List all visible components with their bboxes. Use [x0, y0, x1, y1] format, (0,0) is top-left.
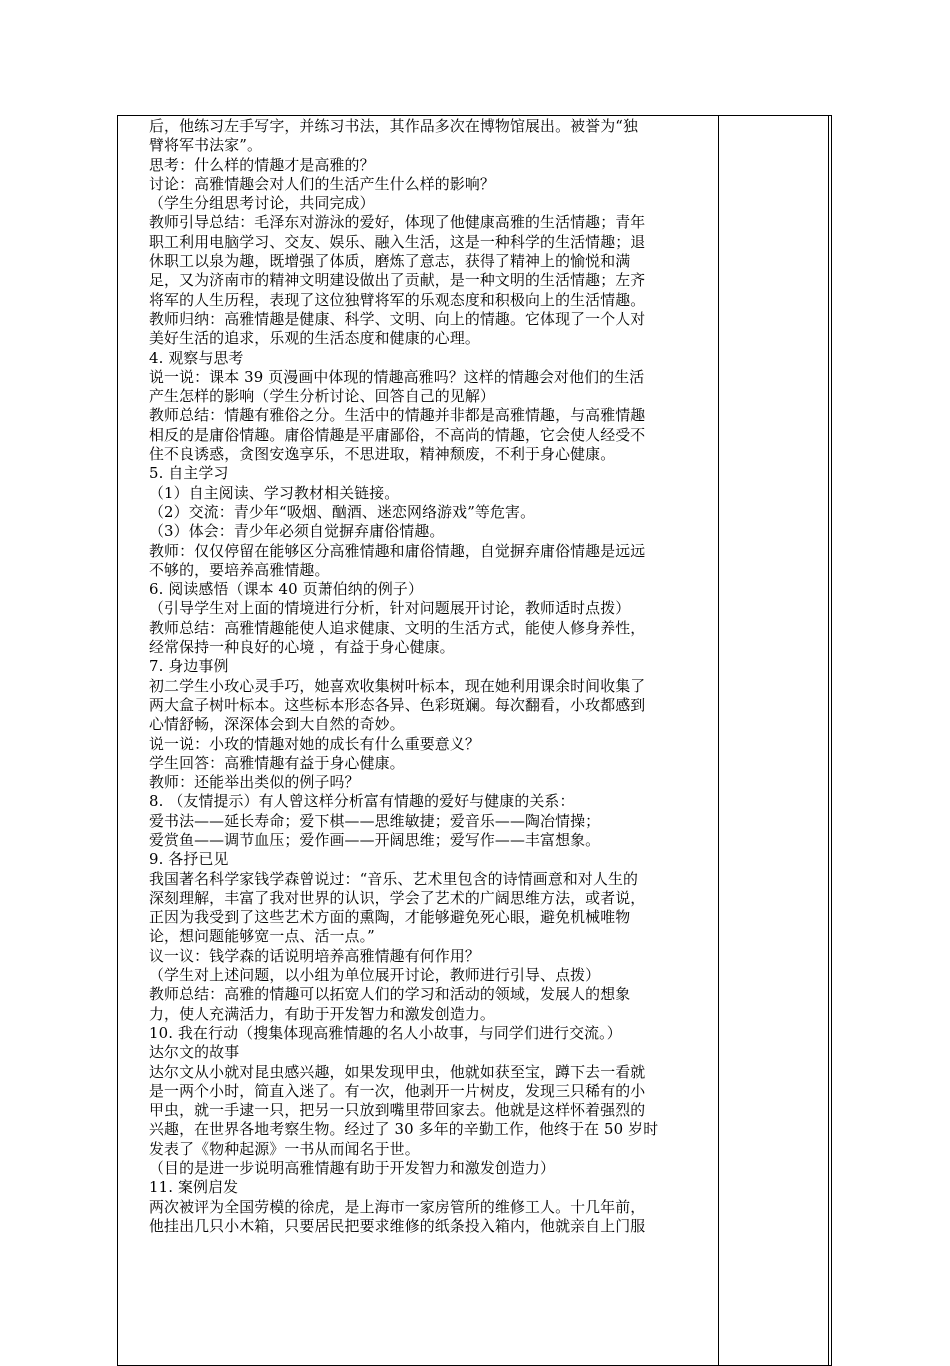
empty-cell-middle: [719, 116, 829, 1365]
text-line: 达尔文的故事: [149, 1043, 240, 1062]
text-line: 两大盒子树叶标本。这些标本形态各异、色彩斑斓。每次翻看，小玫都感到: [149, 695, 646, 714]
text-line: 9. 各抒已见: [149, 850, 229, 869]
text-line: （2）交流：青少年“吸烟、酗酒、迷恋网络游戏”等危害。: [149, 502, 536, 521]
text-line: 学生回答：高雅情趣有益于身心健康。: [149, 753, 405, 772]
text-line: 我国著名科学家钱学森曾说过：“音乐、艺术里包含的诗情画意和对人生的: [149, 869, 639, 888]
text-line: （学生分组思考讨论，共同完成）: [149, 194, 375, 213]
text-line: 是一两个小时，简直入迷了。有一次，他剥开一片树皮，发现三只稀有的小: [149, 1081, 646, 1100]
text-line: 教师总结：情趣有雅俗之分。生活中的情趣并非都是高雅情趣，与高雅情趣: [149, 406, 646, 425]
text-line: 8. （友情提示）有人曾这样分析富有情趣的爱好与健康的关系：: [149, 792, 575, 811]
text-line: 兴趣，在世界各地考察生物。经过了 30 多年的辛勤工作，他终于在 50 岁时: [149, 1120, 659, 1139]
text-line: 两次被评为全国劳模的徐虎，是上海市一家房管所的维修工人。十几年前，: [149, 1197, 646, 1216]
text-line: 爱赏鱼——调节血压；爱作画——开阔思维；爱写作——丰富想象。: [149, 830, 601, 849]
text-line: （1）自主阅读、学习教材相关链接。: [149, 483, 400, 502]
text-line: 臂将军书法家”。: [149, 136, 263, 155]
text-line: 经常保持一种良好的心境 ，有益于身心健康。: [149, 638, 455, 657]
text-line: 7. 身边事例: [149, 657, 229, 676]
text-line: 爱书法——延长寿命；爱下棋——思维敏捷；爱音乐——陶冶情操；: [149, 811, 601, 830]
text-line: 不够的，要培养高雅情趣。: [149, 560, 330, 579]
text-line: 4. 观察与思考: [149, 348, 244, 367]
text-line: 论，想问题能够宽一点、活一点。”: [149, 927, 375, 946]
text-line: 说一说：小玫的情趣对她的成长有什么重要意义？: [149, 734, 480, 753]
text-line: 讨论：高雅情趣会对人们的生活产生什么样的影响？: [149, 174, 495, 193]
text-line: 6. 阅读感悟（课本 40 页萧伯纳的例子）: [149, 580, 424, 599]
text-line: 休职工以泉为趣，既增强了体质，磨炼了意志，获得了精神上的愉悦和满: [149, 252, 631, 271]
text-line: 后，他练习左手写字，并练习书法，其作品多次在博物馆展出。被誉为“独: [149, 117, 639, 135]
text-line: 议一议：钱学森的话说明培养高雅情趣有何作用？: [149, 946, 480, 965]
text-line: 发表了《物种起源》一书从而闻名于世。: [149, 1139, 420, 1158]
text-line: 说一说：课本 39 页漫画中体现的情趣高雅吗？这样的情趣会对他们的生活: [149, 367, 645, 386]
text-line: 5. 自主学习: [149, 464, 229, 483]
text-line: 力，使人充满活力，有助于开发智力和激发创造力。: [149, 1004, 495, 1023]
text-line: 达尔文从小就对昆虫感兴趣，如果发现甲虫，他就如获至宝，蹲下去一看就: [149, 1062, 646, 1081]
text-line: 深刻理解，丰富了我对世界的认识，学会了艺术的广阔思维方法，或者说，: [149, 888, 646, 907]
text-line: 初二学生小玫心灵手巧，她喜欢收集树叶标本，现在她利用课余时间收集了: [149, 676, 646, 695]
lesson-table: [117, 115, 832, 1366]
text-line: （学生对上述问题，以小组为单位展开讨论，教师进行引导、点拨）: [149, 966, 601, 985]
text-line: 教师总结：高雅的情趣可以拓宽人们的学习和活动的领域，发展人的想象: [149, 985, 631, 1004]
text-line: 心情舒畅，深深体会到大自然的奇妙。: [149, 715, 405, 734]
text-line: 足，又为济南市的精神文明建设做出了贡献，是一种文明的生活情趣；左齐: [149, 271, 646, 290]
text-line: 他挂出几只小木箱，只要居民把要求维修的纸条投入箱内，他就亲自上门服: [149, 1216, 646, 1235]
text-line: 教师引导总结：毛泽东对游泳的爱好，体现了他健康高雅的生活情趣；青年: [149, 213, 646, 232]
text-line: 11. 案例启发: [149, 1178, 239, 1197]
text-line: （目的是进一步说明高雅情趣有助于开发智力和激发创造力）: [149, 1159, 556, 1178]
text-line: 教师归纳：高雅情趣是健康、科学、文明、向上的情趣。它体现了一个人对: [149, 309, 646, 328]
empty-cell-right: [829, 116, 831, 1365]
text-line: 10. 我在行动（搜集体现高雅情趣的名人小故事，与同学们进行交流。）: [149, 1023, 622, 1042]
text-line: 教师总结：高雅情趣能使人追求健康、文明的生活方式，能使人修身养性，: [149, 618, 646, 637]
text-line: （3）体会：青少年必须自觉摒弃庸俗情趣。: [149, 522, 445, 541]
text-line: 甲虫，就一手逮一只，把另一只放到嘴里带回家去。他就是这样怀着强烈的: [149, 1101, 646, 1120]
text-line: （引导学生对上面的情境进行分析，针对问题展开讨论，教师适时点拨）: [149, 599, 631, 618]
text-line: 正因为我受到了这些艺术方面的熏陶，才能够避免死心眼，避免机械唯物: [149, 908, 631, 927]
text-line: 产生怎样的影响（学生分析讨论、回答自己的见解）: [149, 387, 495, 406]
text-line: 职工利用电脑学习、交友、娱乐、融入生活，这是一种科学的生活情趣；退: [149, 232, 646, 251]
text-line: 相反的是庸俗情趣。庸俗情趣是平庸鄙俗，不高尚的情趣，它会使人经受不: [149, 425, 646, 444]
text-line: 将军的人生历程，表现了这位独臂将军的乐观态度和积极向上的生活情趣。: [149, 290, 646, 309]
text-line: 住不良诱惑，贪图安逸享乐，不思进取，精神颓废，不利于身心健康。: [149, 445, 616, 464]
text-line: 教师：仅仅停留在能够区分高雅情趣和庸俗情趣，自觉摒弃庸俗情趣是远远: [149, 541, 646, 560]
text-line: 教师：还能举出类似的例子吗？: [149, 773, 360, 792]
text-line: 思考：什么样的情趣才是高雅的？: [149, 155, 375, 174]
text-line: 美好生活的追求，乐观的生活态度和健康的心理。: [149, 329, 480, 348]
lesson-content-cell: [118, 116, 719, 1365]
